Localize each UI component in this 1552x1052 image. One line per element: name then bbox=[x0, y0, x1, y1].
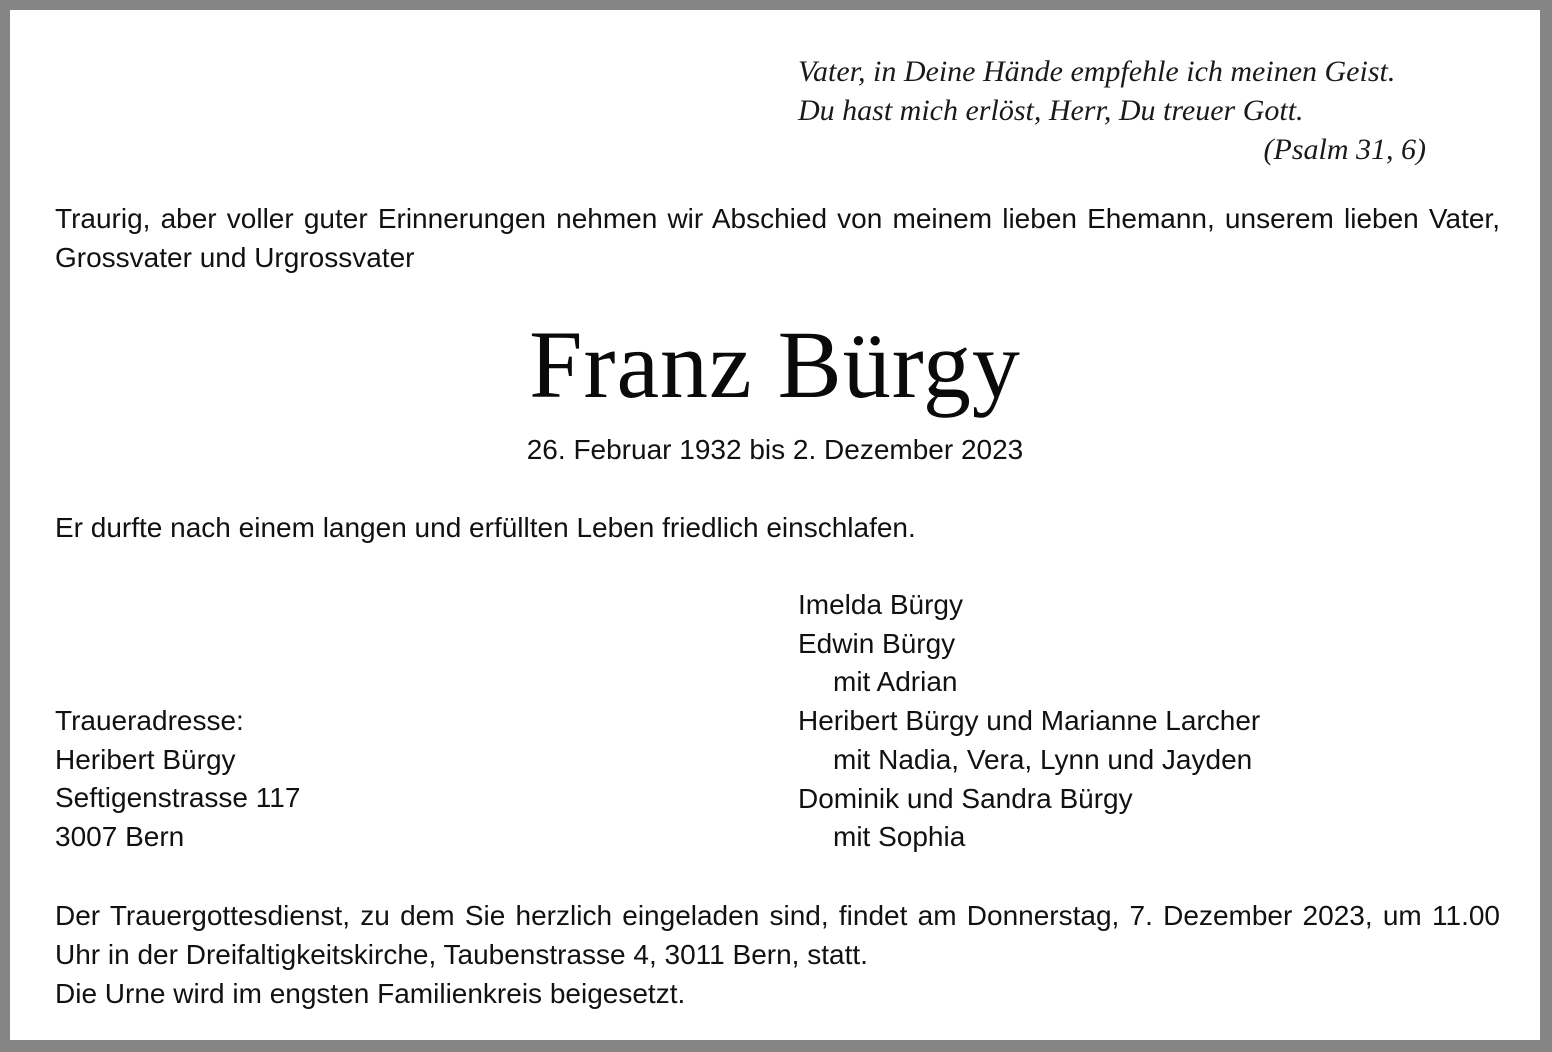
intro-text: Traurig, aber voller guter Erinnerungen nehmen wir Abschied von meinem lieben Ehemann, unserem lieben Vater, Grossvater und Urgrossvater bbox=[55, 203, 1500, 273]
funeral-service-info bbox=[55, 896, 1500, 1013]
deceased-name: Franz Bürgy bbox=[529, 311, 1021, 418]
psalm-quote bbox=[798, 52, 1428, 169]
mourner-line: Heribert Bürgy und Marianne Larcher bbox=[798, 705, 1261, 737]
mourner-subline: mit Sophia bbox=[833, 821, 966, 853]
psalm-line-1: Vater, in Deine Hände empfehle ich meinen Geist. bbox=[798, 55, 1396, 88]
address-street: Seftigenstrasse 117 bbox=[55, 782, 301, 814]
address-city: 3007 Bern bbox=[55, 821, 185, 853]
service-text: Der Trauergottesdienst, zu dem Sie herzlich eingeladen sind, findet am Donnerstag, 7. Dezember 2023, um 11.00 Uhr in der Dreifaltigkeitskirche, Taubenstrasse 4, 3011 Bern, statt. bbox=[55, 900, 1500, 970]
psalm-line-2: Du hast mich erlöst, Herr, Du treuer Gott. bbox=[798, 94, 1304, 127]
mourner-line: Edwin Bürgy bbox=[798, 627, 956, 659]
mourner-subline: mit Nadia, Vera, Lynn und Jayden bbox=[833, 743, 1253, 775]
mourner-line: Dominik und Sandra Bürgy bbox=[798, 782, 1133, 814]
address-name: Heribert Bürgy bbox=[55, 743, 236, 775]
mourner-line: Imelda Bürgy bbox=[798, 589, 963, 620]
mourners-list bbox=[798, 586, 1260, 857]
address-label: Traueradresse: bbox=[55, 705, 244, 736]
obituary-notice bbox=[10, 10, 1540, 1040]
mourner-subline: mit Adrian bbox=[833, 666, 958, 698]
psalm-reference: (Psalm 31, 6) bbox=[1263, 133, 1426, 166]
farewell-sentence: Er durfte nach einem langen und erfüllten Leben friedlich einschlafen. bbox=[55, 512, 916, 543]
life-dates: 26. Februar 1932 bis 2. Dezember 2023 bbox=[526, 434, 1024, 465]
mourning-address bbox=[55, 702, 300, 857]
burial-text: Die Urne wird im engsten Familienkreis beigesetzt. bbox=[55, 978, 686, 1009]
